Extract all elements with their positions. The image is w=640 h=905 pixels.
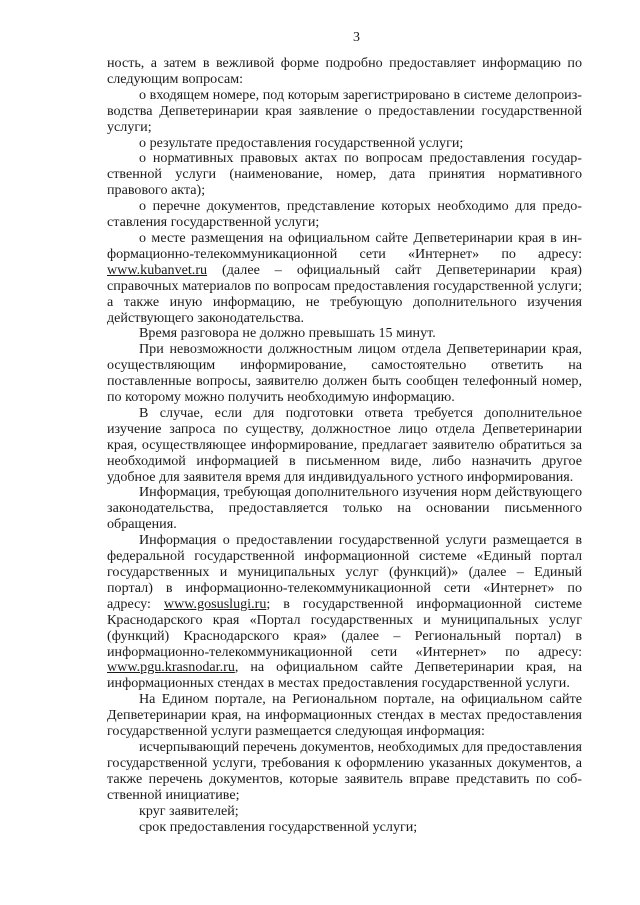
paragraph-text: о входящем номере, под которым зарегистрировано в системе делопроизводства Депветеринарии края заявление о предоставлении государственной услуги; — [107, 86, 582, 135]
paragraph — [107, 231, 582, 326]
paragraph-text: исчерпывающий перечень документов, необходимых для предоставления государственной услуги, требования к оформлению указанных документов, а также перечень документов, которые заявитель вправе представить по собственной инициативе; — [107, 738, 582, 803]
paragraph — [107, 804, 582, 820]
paragraph — [107, 342, 582, 406]
paragraph-text: В случае, если для подготовки ответа требуется дополнительное изучение запроса по существу, должностное лицо отдела Депветеринарии края, осуществляющее информирование, предлагает заявителю обратиться за необходимой информацией в письменном виде, либо назначить другое удобное для заявителя время для индивидуального устного информирования. — [107, 404, 582, 485]
paragraph — [107, 485, 582, 533]
paragraph-text: ; в государственной информационной системе Краснодарского края «Портал государственных и муниципальных услуг (функций) Краснодарского края» (далее – Региональный портал) в информационно-телекоммуникационной сети «Интернет» по адресу: — [107, 595, 582, 660]
paragraph-text: На Едином портале, на Региональном портале, на официальном сайте Депветеринарии края, на информационных стендах в местах предоставления государственной услуги размещается следующая информация: — [107, 691, 582, 740]
paragraph-text: круг заявителей; — [139, 802, 239, 819]
paragraph-text: Информация о предоставлении государственной услуги размещается в федеральной государственной информационной системе «Единый портал государственных и муниципальных услуг (функций)» (далее – Единый портал) в информационно-телекоммуникационной сети «Интернет» по адресу: — [107, 532, 582, 612]
paragraph — [107, 740, 582, 804]
paragraph-text: о нормативных правовых актах по вопросам предоставления государственной услуги (наименование, номер, дата принятия нормативного правового акта); — [107, 150, 582, 199]
paragraph-text: Информация, требующая дополнительного изучения норм действующего законодательства, предоставляется только на основании письменного обращения. — [107, 484, 582, 533]
paragraph — [107, 151, 582, 199]
paragraph-text: ность, а затем в вежливой форме подробно предоставляет информацию по следующим вопросам: — [107, 55, 582, 87]
paragraph — [107, 533, 582, 692]
paragraph — [107, 820, 582, 836]
paragraph — [107, 199, 582, 231]
url-link[interactable]: www.gosuslugi.ru — [163, 595, 267, 612]
paragraph — [107, 88, 582, 136]
paragraph-text: о результате предоставления государственной услуги; — [139, 134, 464, 151]
paragraph — [107, 692, 582, 740]
paragraph-text: (далее – официальный сайт Депветеринарии края) справочных материалов по вопросам предоставления государственной услуги; а также иную информацию, не требующую дополнительного изучения действующего законодательства. — [107, 261, 582, 326]
paragraph — [107, 136, 582, 152]
paragraph-text: о месте размещения на официальном сайте Депветеринарии края в информационно-телекоммуникационной сети «Интернет» по адресу: — [107, 229, 582, 262]
paragraph-text: , на официальном сайте Депветеринарии края, на информационных стендах в местах предоставления государственной услуги. — [107, 659, 582, 692]
url-link[interactable]: www.pgu.krasnodar.ru — [107, 659, 235, 676]
paragraph — [107, 56, 582, 88]
paragraph-text: срок предоставления государственной услуги; — [139, 818, 418, 835]
paragraph — [107, 326, 582, 342]
paragraph-text: о перечне документов, представление которых необходимо для предоставления государственной услуги; — [107, 198, 582, 231]
page-number: 3 — [353, 30, 360, 45]
paragraph — [107, 406, 582, 486]
url-link[interactable]: www.kubanvet.ru — [107, 261, 208, 278]
paragraph-text: Время разговора не должно превышать 15 минут. — [139, 325, 436, 342]
document-body — [107, 56, 582, 835]
paragraph-text: При невозможности должностным лицом отдела Депветеринарии края, осуществляющим информирование, самостоятельно ответить на поставленные вопросы, заявителю должен быть сообщен телефонный номер, по которому можно получить необходимую информацию. — [107, 341, 582, 406]
